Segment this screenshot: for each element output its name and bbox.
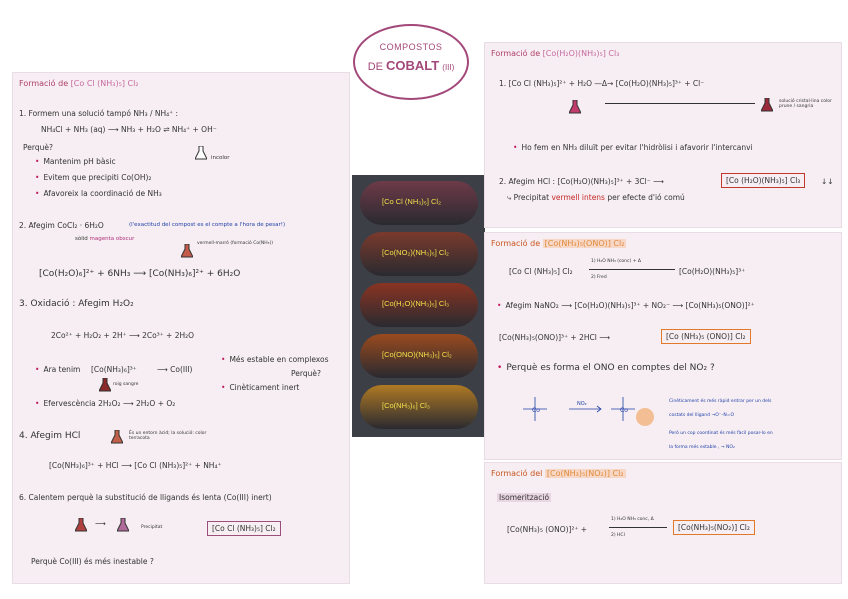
rt-note: • Ho fem en NH₃ diluït per evitar l'hidròlisi i afavorir l'intercanvi (513, 143, 753, 152)
right-mid-panel (484, 232, 842, 460)
left-title-prefix: Formació de (19, 79, 69, 88)
rm-section-title (491, 239, 626, 248)
rb-eq-left: [Co(NH₃)₅ (ONO)]²⁺ + (507, 525, 588, 534)
rm-eq1-left: [Co Cl (NH₃)₅] Cl₂ (509, 267, 573, 276)
rb-section-title (491, 469, 626, 478)
right-top-panel (484, 42, 842, 228)
s1-equation: NH₄Cl + NH₃ (aq) ⟶ NH₃ + H₂O ⇌ NH₄⁺ + OH⁻ (41, 125, 217, 134)
molecule-arrow-label: NO₂ (577, 401, 587, 407)
rt-title-formula: [Co(H₂O)(NH₃)₅] Cl₃ (542, 49, 620, 58)
s3-equation: 2Co²⁺ + H₂O₂ + 2H⁺ ⟶ 2Co³⁺ + 2H₂O (51, 331, 195, 340)
s3-inert: • Cinèticament inert (221, 383, 299, 392)
s3-color: roig sangre (113, 382, 139, 387)
s3-heading: 3. Oxidació : Afegim H₂O₂ (19, 299, 134, 309)
rt-result-box: [Co (H₂O)(NH₃)₅] Cl₃ (721, 173, 805, 188)
s1-bullet-1: • Mantenim pH bàsic (35, 157, 116, 166)
s3-stable: • Més estable en complexos (221, 355, 329, 364)
rm-eq3-left: [Co(NH₃)₅(ONO)]³⁺ + 2HCl ⟶ (499, 333, 610, 342)
s6-heading: 6. Calentem perquè la substitució de lligands és lenta (Co(III) inert) (19, 493, 272, 502)
title-cobalt: COBALT (386, 58, 440, 73)
s6-arrow: ⟶ (95, 519, 106, 528)
rm-eq1-cond-top: 1) H₂O NH₃ (conc) + Δ (591, 259, 641, 264)
test-tubes-photo (352, 175, 485, 437)
tube-1 (360, 181, 478, 225)
rm-exp1: Cinèticament és més ràpid entrar per un dels (669, 399, 772, 404)
s2-solid-color: magenta obscur (89, 236, 135, 242)
title-line2 (355, 58, 467, 73)
rb-eq-arrow (609, 527, 667, 528)
s6-result-box: [Co Cl (NH₃)₅] Cl₂ (207, 521, 281, 536)
left-title-formula: [Co Cl (NH₃)₅] Cl₂ (70, 79, 139, 88)
rt-precip (507, 193, 685, 203)
rb-subtitle: Isomerització (499, 493, 550, 502)
rt-precip-prefix: ⤷ Precipitat (507, 193, 550, 202)
title-prefix: DE (367, 61, 383, 73)
flask-icon (569, 99, 581, 113)
rb-title-prefix: Formació del (491, 469, 543, 478)
molecule-diagram (505, 387, 665, 431)
tube-2 (360, 232, 478, 276)
tube-5 (360, 385, 478, 429)
tube-4 (360, 334, 478, 378)
rm-eq1-arrow (589, 269, 675, 270)
rt-arrow (605, 103, 755, 104)
rm-exp4: la forma més estable , → NO₂ (669, 445, 735, 450)
rt-precip-suffix: per efecte d'ió comú (607, 193, 685, 202)
s2-solid (75, 236, 134, 242)
s3-now: • Ara tenim (35, 365, 80, 374)
rb-eq-cond-bot: 2) HCl (611, 533, 625, 538)
title-suffix: (III) (442, 63, 455, 72)
flask-icon (99, 377, 111, 391)
title-line1: COMPOSTOS (379, 42, 443, 52)
s1-heading: 1. Formem una solució tampó NH₃ / NH₄⁺ : (19, 109, 178, 118)
rt-eq2: 2. Afegim HCl : [Co(H₂O)(NH₃)₅]³⁺ + 3Cl⁻ ⟶ (499, 177, 664, 186)
s2-flask-label: vermell-marró (formació Co(NH₃)) (197, 241, 273, 246)
svg-text:Co: Co (620, 407, 628, 414)
rt-section-title (491, 49, 619, 58)
s3-why: Perquè? (291, 369, 321, 378)
tube-2-label: [Co(NO₂)(NH₃)₅] Cl₂ (382, 248, 449, 257)
left-panel (12, 72, 350, 584)
rt-arrows: ↓↓ (821, 177, 834, 186)
rm-title-prefix: Formació de (491, 239, 541, 248)
flask-icon (75, 517, 87, 531)
rm-exp3: Però un cop coordinat és més fàcil posar-lo en (669, 431, 773, 436)
rm-title-formula: [Co(NH₃)₅(ONO)] Cl₂ (544, 239, 625, 248)
flask-icon (117, 517, 129, 531)
s6-precip: Precipitat (141, 525, 163, 530)
s4-note: És un entorn àcid; la solució: color terracota (129, 431, 207, 441)
tube-3 (360, 283, 478, 327)
s3-arrow: ⟶ Co(III) (157, 365, 193, 374)
s4-heading: 4. Afegim HCl (19, 431, 81, 441)
s2-equation: [Co(H₂O)₆]²⁺ + 6NH₃ ⟶ [Co(NH₃)₆]²⁺ + 6H₂O (39, 269, 241, 279)
rt-precip-color: vermell intens (551, 193, 605, 202)
tube-1-label: [Co Cl (NH₃)₅] Cl₂ (382, 197, 441, 206)
s2-note: (l'exactitud del compost es el compte a l'hora de pesar!) (129, 222, 286, 228)
rm-why: • Perquè es forma el ONO en comptes del NO₂ ? (497, 363, 715, 373)
rb-result-box: [Co(NH₃)₅(NO₂)] Cl₂ (673, 520, 755, 535)
rb-eq-cond-top: 1) H₂O NH₃ conc, Δ (611, 517, 654, 522)
flask-icon (195, 145, 207, 159)
s1-flask-label: incolor (211, 155, 230, 161)
flask-icon (111, 429, 123, 443)
rt-eq1: 1. [Co Cl (NH₃)₅]²⁺ + H₂O —Δ→ [Co(H₂O)(NH₃)₅]³⁺ + Cl⁻ (499, 79, 705, 88)
s3-complex: [Co(NH₃)₆]³⁺ (91, 365, 137, 374)
tube-5-label: [Co(NH₃)₆] Cl₃ (382, 401, 430, 410)
s1-bullet-3: • Afavoreix la coordinació de NH₃ (35, 189, 162, 198)
flask-icon (761, 97, 773, 111)
rt-title-prefix: Formació de (491, 49, 541, 58)
rm-eq1-right: [Co(H₂O)(NH₃)₅]³⁺ (679, 267, 746, 276)
s3-effervescence: • Efervescència 2H₂O₂ ⟶ 2H₂O + O₂ (35, 399, 175, 408)
tube-4-label: [Co(ONO)(NH₃)₅] Cl₂ (382, 350, 452, 359)
rm-exp2: costats del lligand →O⁻–N=O (669, 413, 735, 418)
s2-heading: 2. Afegim CoCl₂ · 6H₂O (19, 221, 104, 230)
rm-result-box: [Co (NH₃)₅ (ONO)] Cl₂ (661, 329, 751, 344)
title-bubble (353, 24, 469, 100)
rm-eq1-cond-bot: 2) Fred (591, 275, 607, 280)
s4-equation: [Co(NH₃)₆]³⁺ + HCl ⟶ [Co Cl (NH₃)₅]²⁺ + NH₄⁺ (49, 461, 222, 470)
tube-3-label: [Co(H₂O)(NH₃)₅] Cl₃ (382, 299, 450, 308)
left-section-title (19, 79, 139, 88)
rb-title-formula: [Co(NH₃)₅(NO₂)] Cl₂ (546, 469, 624, 478)
s1-why: Perquè? (23, 143, 53, 152)
flask-icon (181, 243, 193, 257)
s1-bullet-2: • Evitem que precipiti Co(OH)₂ (35, 173, 151, 182)
rm-eq2: • Afegim NaNO₂ ⟶ [Co(H₂O)(NH₃)₅]³⁺ + NO₂⁻ ⟶ [Co(NH₃)₅(ONO)]²⁺ (497, 301, 755, 310)
s2-solid-prefix: sòlid (75, 236, 88, 242)
s6-why: Perquè Co(III) és més inestable ? (31, 557, 154, 566)
rt-s1-label: solució cristal·lina color prune / sangria (779, 99, 832, 109)
svg-text:Co: Co (532, 407, 540, 414)
right-bottom-panel (484, 462, 842, 584)
